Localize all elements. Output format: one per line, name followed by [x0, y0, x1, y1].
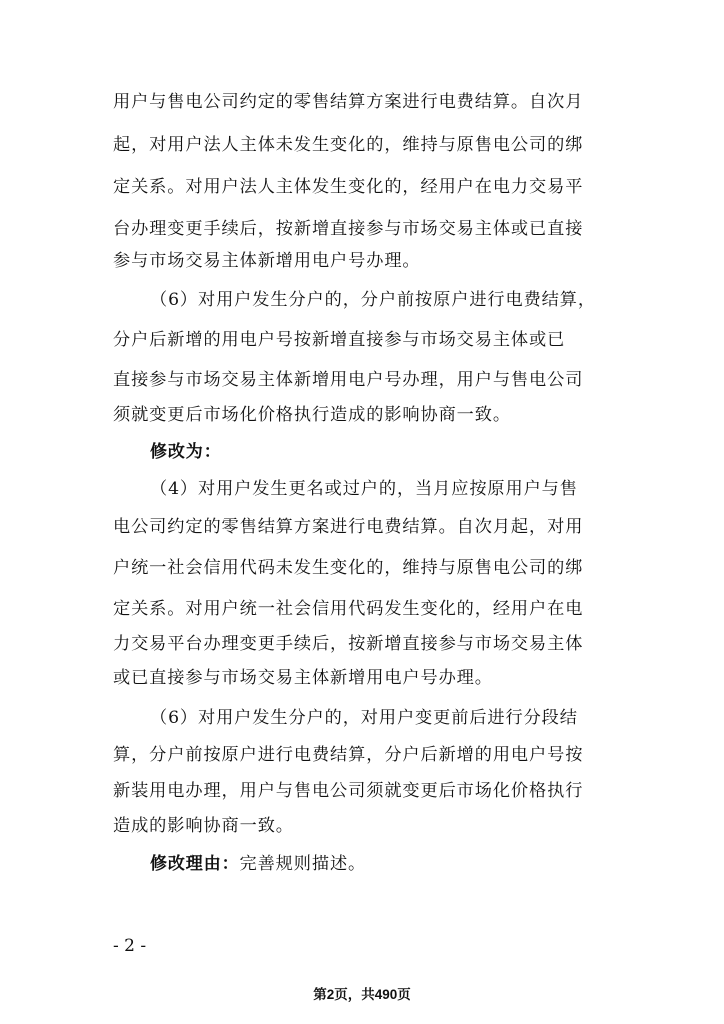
reason-label: 修改理由： [150, 854, 240, 874]
text-line: （6）对用户发生分户的，对用户变更前后进行分段结 [150, 708, 578, 728]
text-line: 力交易平台办理变更手续后，按新增直接参与市场交易主体 [113, 634, 584, 654]
text-line: 新装用电办理，用户与售电公司须就变更后市场化价格执行 [113, 781, 584, 801]
text-line: 起，对用户法人主体未发生变化的，维持与原售电公司的绑 [113, 135, 584, 155]
text-line: 分户后新增的用电户号按新增直接参与市场交易主体或已 [113, 330, 566, 350]
page-number: - 2 - [113, 936, 147, 956]
reason-line [150, 849, 366, 879]
reason-text: 完善规则描述。 [239, 854, 367, 874]
modify-label: 修改为： [150, 442, 222, 462]
text-line: 参与市场交易主体新增用电户号办理。 [113, 251, 421, 271]
text-line: 直接参与市场交易主体新增用电户号办理，用户与售电公司 [113, 370, 584, 390]
text-line: （4）对用户发生更名或过户的，当月应按原用户与售 [150, 479, 578, 499]
text-line: 造成的影响协商一致。 [113, 816, 294, 836]
text-line: 或已直接参与市场交易主体新增用电户号办理。 [113, 668, 493, 688]
text-line: 定关系。对用户统一社会信用代码发生变化的，经用户在电 [113, 599, 584, 619]
text-line: 算，分户前按原户进行电费结算，分户后新增的用电户号按 [113, 745, 584, 765]
text-line: 定关系。对用户法人主体发生变化的，经用户在电力交易平 [113, 177, 584, 197]
page-counter: 第2页，共490页 [313, 987, 411, 1002]
text-line: （6）对用户发生分户的，分户前按原户进行电费结算， [150, 290, 596, 310]
text-line: 户统一社会信用代码未发生变化的，维持与原售电公司的绑 [113, 558, 584, 578]
text-line: 用户与售电公司约定的零售结算方案进行电费结算。自次月 [113, 92, 584, 112]
text-line: 须就变更后市场化价格执行造成的影响协商一致。 [113, 405, 511, 425]
text-line: 台办理变更手续后，按新增直接参与市场交易主体或已直接 [113, 219, 584, 239]
text-line: 电公司约定的零售结算方案进行电费结算。自次月起，对用 [113, 517, 584, 537]
